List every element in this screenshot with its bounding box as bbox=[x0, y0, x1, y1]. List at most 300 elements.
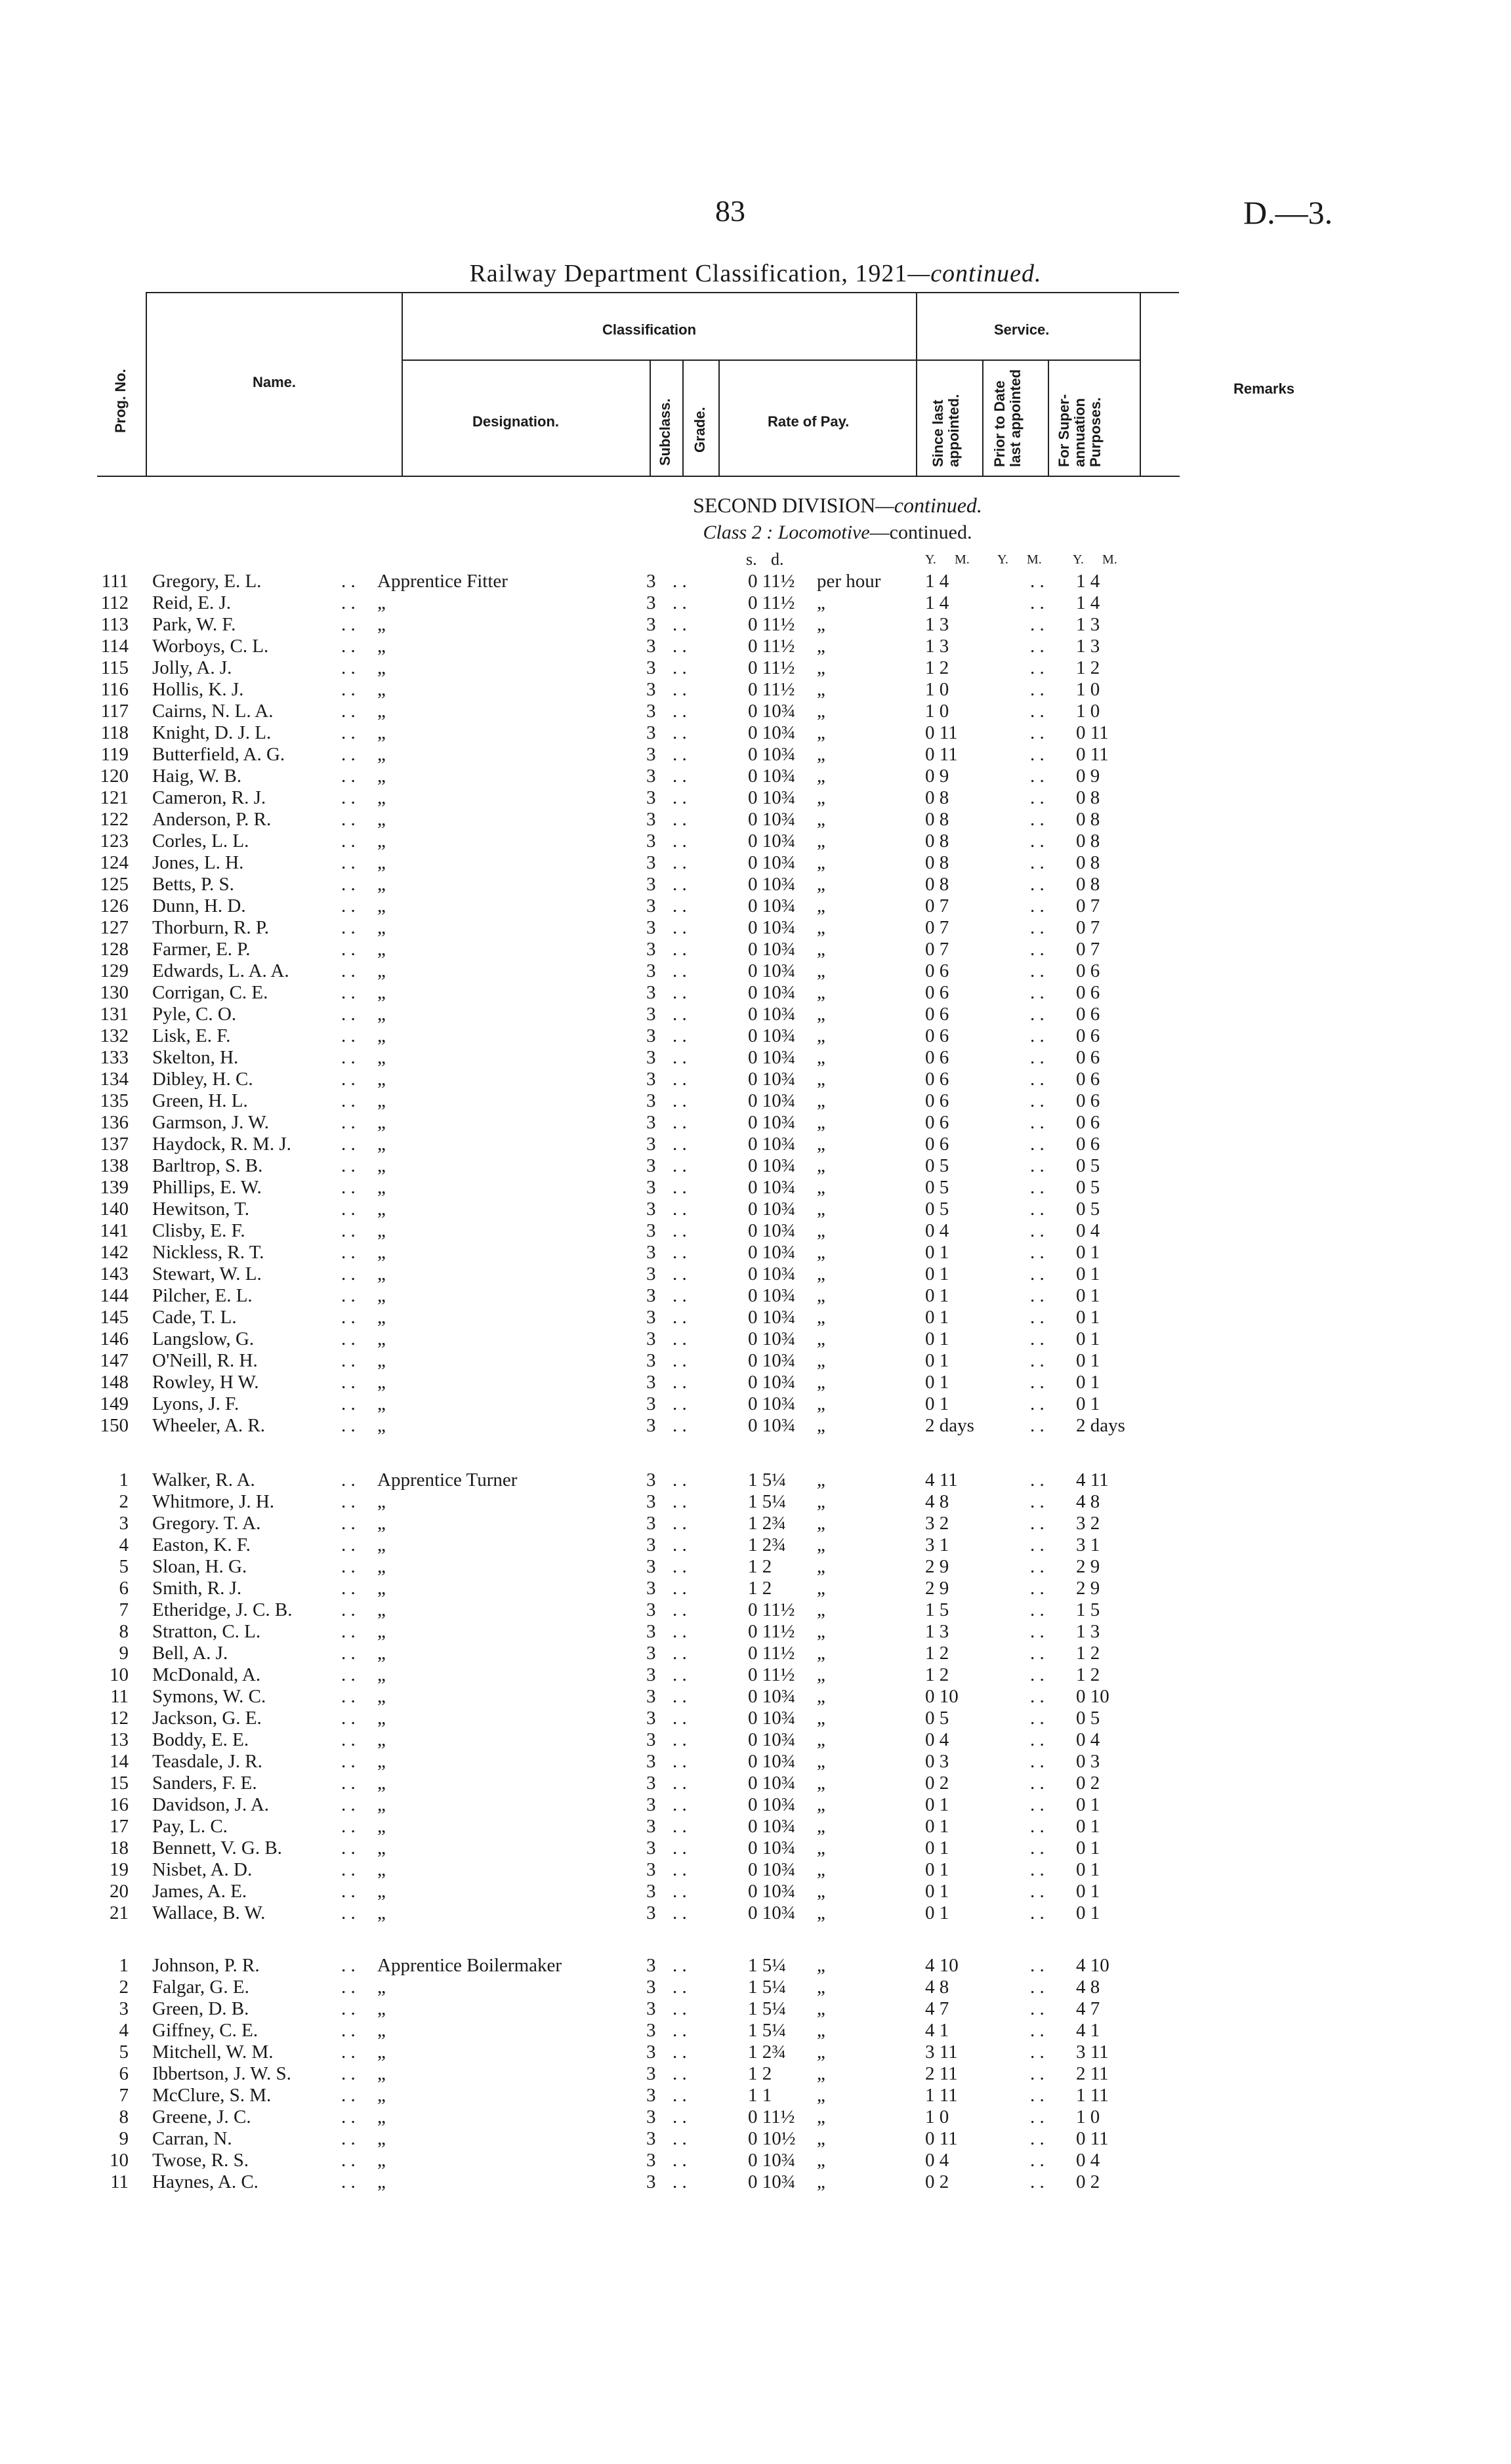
subclass: 3 bbox=[646, 1350, 656, 1371]
leader-dots: . . bbox=[1030, 1307, 1045, 1328]
subclass: 3 bbox=[646, 2150, 656, 2171]
prog-no: 16 bbox=[110, 1794, 129, 1815]
leader-dots: . . bbox=[673, 2128, 687, 2149]
leader-dots: . . bbox=[341, 1491, 356, 1512]
leader-dots: . . bbox=[673, 1199, 687, 1220]
rate-of-pay: 0 10¾ bbox=[748, 1729, 796, 1750]
designation: „ bbox=[377, 744, 386, 765]
prog-no: 135 bbox=[100, 1090, 129, 1111]
service-superannuation: 0 1 bbox=[1076, 1350, 1100, 1371]
rate-unit: „ bbox=[817, 1134, 825, 1155]
leader-dots: . . bbox=[341, 1112, 356, 1133]
leader-dots: . . bbox=[673, 1047, 687, 1068]
prog-no: 147 bbox=[100, 1350, 129, 1371]
leader-dots: . . bbox=[673, 1220, 687, 1241]
service-since-last: 0 11 bbox=[925, 2128, 958, 2149]
table-row bbox=[0, 571, 1511, 592]
subclass: 3 bbox=[646, 1513, 656, 1534]
table-row bbox=[0, 1004, 1511, 1025]
rate-unit: „ bbox=[817, 1729, 825, 1750]
designation: „ bbox=[377, 1069, 386, 1090]
service-since-last: 0 1 bbox=[925, 1902, 949, 1923]
designation: „ bbox=[377, 1881, 386, 1902]
rate-unit: „ bbox=[817, 960, 825, 981]
leader-dots: . . bbox=[673, 2150, 687, 2171]
designation: „ bbox=[377, 917, 386, 938]
service-superannuation: 0 8 bbox=[1076, 831, 1100, 852]
rate-of-pay: 0 11½ bbox=[748, 1599, 795, 1620]
table-row bbox=[0, 1415, 1511, 1437]
subclass: 3 bbox=[646, 1047, 656, 1068]
service-since-last: 1 0 bbox=[925, 701, 949, 722]
leader-dots: . . bbox=[1030, 571, 1045, 592]
designation: „ bbox=[377, 1556, 386, 1577]
service-superannuation: 1 0 bbox=[1076, 2106, 1100, 2127]
title-main: Railway Department Classification, 1921 bbox=[469, 260, 908, 287]
leader-dots: . . bbox=[341, 1708, 356, 1729]
prog-no: 21 bbox=[110, 1902, 129, 1923]
employee-name: Symons, W. C. bbox=[152, 1686, 266, 1707]
unit-years-prior: Y. bbox=[997, 552, 1008, 567]
service-superannuation: 0 6 bbox=[1076, 1004, 1100, 1025]
employee-name: Pay, L. C. bbox=[152, 1816, 228, 1837]
subclass: 3 bbox=[646, 1838, 656, 1858]
leader-dots: . . bbox=[673, 2106, 687, 2127]
leader-dots: . . bbox=[1030, 1643, 1045, 1664]
table-row bbox=[0, 831, 1511, 852]
designation: „ bbox=[377, 939, 386, 960]
service-superannuation: 0 2 bbox=[1076, 1773, 1100, 1794]
table-row bbox=[0, 636, 1511, 657]
prog-no: 9 bbox=[119, 2128, 129, 2149]
designation: „ bbox=[377, 1686, 386, 1707]
employee-name: Carran, N. bbox=[152, 2128, 232, 2149]
service-since-last: 1 2 bbox=[925, 1643, 949, 1664]
rate-of-pay: 0 10¾ bbox=[748, 1838, 796, 1858]
leader-dots: . . bbox=[1030, 895, 1045, 916]
rate-unit: „ bbox=[817, 679, 825, 700]
leader-dots: . . bbox=[1030, 1977, 1045, 1998]
table-row bbox=[0, 766, 1511, 787]
class-heading bbox=[0, 522, 1511, 544]
service-since-last: 2 11 bbox=[925, 2063, 958, 2084]
leader-dots: . . bbox=[673, 657, 687, 678]
table-row bbox=[0, 1112, 1511, 1134]
employee-name: Pyle, C. O. bbox=[152, 1004, 237, 1025]
service-since-last: 4 1 bbox=[925, 2020, 949, 2041]
leader-dots: . . bbox=[1030, 1491, 1045, 1512]
leader-dots: . . bbox=[1030, 939, 1045, 960]
leader-dots: . . bbox=[341, 1794, 356, 1815]
unit-pence: d. bbox=[771, 550, 784, 569]
leader-dots: . . bbox=[673, 1090, 687, 1111]
table-row bbox=[0, 1513, 1511, 1534]
service-superannuation: 0 7 bbox=[1076, 917, 1100, 938]
leader-dots: . . bbox=[341, 722, 356, 743]
subclass: 3 bbox=[646, 1977, 656, 1998]
service-superannuation: 1 2 bbox=[1076, 1664, 1100, 1685]
prog-no: 3 bbox=[119, 1513, 129, 1534]
service-since-last: 0 4 bbox=[925, 1729, 949, 1750]
leader-dots: . . bbox=[1030, 614, 1045, 635]
designation: „ bbox=[377, 1004, 386, 1025]
rate-of-pay: 0 10¾ bbox=[748, 1285, 796, 1306]
employee-name: Lisk, E. F. bbox=[152, 1025, 231, 1046]
table-row bbox=[0, 1643, 1511, 1664]
employee-name: McClure, S. M. bbox=[152, 2085, 272, 2106]
prog-no: 18 bbox=[110, 1838, 129, 1858]
rate-unit: „ bbox=[817, 744, 825, 765]
designation: „ bbox=[377, 874, 386, 895]
service-since-last: 1 4 bbox=[925, 571, 949, 592]
leader-dots: . . bbox=[1030, 2171, 1045, 2192]
leader-dots: . . bbox=[673, 1686, 687, 1707]
leader-dots: . . bbox=[341, 1998, 356, 2019]
designation: „ bbox=[377, 2171, 386, 2192]
rate-unit: „ bbox=[817, 1816, 825, 1837]
service-since-last: 0 8 bbox=[925, 809, 949, 830]
service-superannuation: 0 1 bbox=[1076, 1328, 1100, 1349]
service-since-last: 0 5 bbox=[925, 1155, 949, 1176]
table-row bbox=[0, 1578, 1511, 1599]
leader-dots: . . bbox=[341, 1047, 356, 1068]
rate-unit: „ bbox=[817, 1977, 825, 1998]
leader-dots: . . bbox=[341, 1838, 356, 1858]
leader-dots: . . bbox=[673, 960, 687, 981]
prog-no: 11 bbox=[110, 2171, 129, 2192]
rate-unit: „ bbox=[817, 852, 825, 873]
leader-dots: . . bbox=[1030, 1155, 1045, 1176]
leader-dots: . . bbox=[1030, 1751, 1045, 1772]
rate-of-pay: 0 10¾ bbox=[748, 1816, 796, 1837]
header-grade: Grade. bbox=[692, 407, 708, 453]
rate-of-pay: 0 10¾ bbox=[748, 1047, 796, 1068]
subclass: 3 bbox=[646, 2020, 656, 2041]
rate-of-pay: 0 11½ bbox=[748, 614, 795, 635]
leader-dots: . . bbox=[673, 1372, 687, 1393]
employee-name: Haydock, R. M. J. bbox=[152, 1134, 291, 1155]
service-superannuation: 0 8 bbox=[1076, 809, 1100, 830]
leader-dots: . . bbox=[341, 766, 356, 787]
employee-name: Haynes, A. C. bbox=[152, 2171, 259, 2192]
service-since-last: 0 10 bbox=[925, 1686, 959, 1707]
leader-dots: . . bbox=[673, 2042, 687, 2063]
service-since-last: 4 11 bbox=[925, 1469, 958, 1490]
rate-unit: „ bbox=[817, 614, 825, 635]
service-since-last: 0 6 bbox=[925, 1090, 949, 1111]
leader-dots: . . bbox=[1030, 1513, 1045, 1534]
leader-dots: . . bbox=[673, 766, 687, 787]
leader-dots: . . bbox=[1030, 1004, 1045, 1025]
leader-dots: . . bbox=[341, 614, 356, 635]
service-since-last: 0 1 bbox=[925, 1307, 949, 1328]
leader-dots: . . bbox=[341, 1393, 356, 1414]
leader-dots: . . bbox=[341, 1686, 356, 1707]
leader-dots: . . bbox=[1030, 1773, 1045, 1794]
rate-unit: „ bbox=[817, 1955, 825, 1976]
leader-dots: . . bbox=[673, 1134, 687, 1155]
leader-dots: . . bbox=[673, 1955, 687, 1976]
leader-dots: . . bbox=[341, 1859, 356, 1880]
subclass: 3 bbox=[646, 1578, 656, 1599]
employee-name: Clisby, E. F. bbox=[152, 1220, 245, 1241]
service-since-last: 4 10 bbox=[925, 1955, 959, 1976]
prog-no: 19 bbox=[110, 1859, 129, 1880]
service-since-last: 0 1 bbox=[925, 1859, 949, 1880]
service-since-last: 3 11 bbox=[925, 2042, 958, 2063]
leader-dots: . . bbox=[673, 982, 687, 1003]
leader-dots: . . bbox=[1030, 917, 1045, 938]
rate-of-pay: 0 10¾ bbox=[748, 1773, 796, 1794]
prog-no: 6 bbox=[119, 2063, 129, 2084]
leader-dots: . . bbox=[1030, 787, 1045, 808]
rate-of-pay: 0 10¾ bbox=[748, 1415, 796, 1436]
rate-of-pay: 0 10¾ bbox=[748, 701, 796, 722]
rate-unit: „ bbox=[817, 1534, 825, 1555]
table-row bbox=[0, 1773, 1511, 1794]
table-row bbox=[0, 1881, 1511, 1902]
title-suffix: —continued. bbox=[907, 260, 1042, 287]
rate-of-pay: 0 10¾ bbox=[748, 1881, 796, 1902]
unit-months-super: M. bbox=[1102, 552, 1117, 567]
table-row bbox=[0, 1621, 1511, 1643]
service-superannuation: 0 1 bbox=[1076, 1859, 1100, 1880]
leader-dots: . . bbox=[673, 1621, 687, 1642]
service-superannuation: 1 4 bbox=[1076, 571, 1100, 592]
subclass: 3 bbox=[646, 679, 656, 700]
employee-name: James, A. E. bbox=[152, 1881, 247, 1902]
service-superannuation: 3 1 bbox=[1076, 1534, 1100, 1555]
table-row bbox=[0, 960, 1511, 982]
table-row bbox=[0, 2171, 1511, 2193]
table-row bbox=[0, 787, 1511, 809]
rate-of-pay: 0 10¾ bbox=[748, 809, 796, 830]
leader-dots: . . bbox=[341, 1263, 356, 1284]
employee-name: Gregory, E. L. bbox=[152, 571, 262, 592]
leader-dots: . . bbox=[1030, 960, 1045, 981]
designation: „ bbox=[377, 960, 386, 981]
prog-no: 148 bbox=[100, 1372, 129, 1393]
rate-of-pay: 1 2¾ bbox=[748, 2042, 786, 2063]
prog-no: 115 bbox=[100, 657, 129, 678]
subclass: 3 bbox=[646, 1393, 656, 1414]
prog-no: 8 bbox=[119, 2106, 129, 2127]
prog-no: 121 bbox=[100, 787, 129, 808]
rate-unit: „ bbox=[817, 1025, 825, 1046]
service-superannuation: 1 5 bbox=[1076, 1599, 1100, 1620]
leader-dots: . . bbox=[1030, 2042, 1045, 2063]
prog-no: 128 bbox=[100, 939, 129, 960]
rate-unit: „ bbox=[817, 1621, 825, 1642]
service-superannuation: 0 6 bbox=[1076, 1069, 1100, 1090]
prog-no: 138 bbox=[100, 1155, 129, 1176]
rate-of-pay: 1 1 bbox=[748, 2085, 772, 2106]
rate-of-pay: 0 10¾ bbox=[748, 874, 796, 895]
leader-dots: . . bbox=[673, 2063, 687, 2084]
service-superannuation: 0 6 bbox=[1076, 1025, 1100, 1046]
leader-dots: . . bbox=[673, 1643, 687, 1664]
table-row bbox=[0, 1599, 1511, 1621]
rate-of-pay: 0 10¾ bbox=[748, 1134, 796, 1155]
rate-unit: „ bbox=[817, 2085, 825, 2106]
subclass: 3 bbox=[646, 1285, 656, 1306]
service-since-last: 1 4 bbox=[925, 592, 949, 613]
service-superannuation: 0 5 bbox=[1076, 1199, 1100, 1220]
service-since-last: 3 2 bbox=[925, 1513, 949, 1534]
leader-dots: . . bbox=[673, 1328, 687, 1349]
rate-unit: „ bbox=[817, 1307, 825, 1328]
subclass: 3 bbox=[646, 1729, 656, 1750]
leader-dots: . . bbox=[341, 1556, 356, 1577]
subclass: 3 bbox=[646, 2042, 656, 2063]
leader-dots: . . bbox=[1030, 1285, 1045, 1306]
table-row bbox=[0, 1372, 1511, 1393]
employee-name: Twose, R. S. bbox=[152, 2150, 249, 2171]
leader-dots: . . bbox=[673, 2020, 687, 2041]
table-row bbox=[0, 1859, 1511, 1881]
leader-dots: . . bbox=[341, 809, 356, 830]
table-row bbox=[0, 1838, 1511, 1859]
employee-name: Etheridge, J. C. B. bbox=[152, 1599, 293, 1620]
rate-unit: „ bbox=[817, 1004, 825, 1025]
rate-unit: „ bbox=[817, 636, 825, 657]
designation: „ bbox=[377, 1578, 386, 1599]
leader-dots: . . bbox=[1030, 1263, 1045, 1284]
subclass: 3 bbox=[646, 1773, 656, 1794]
rate-of-pay: 1 2¾ bbox=[748, 1513, 786, 1534]
service-superannuation: 0 8 bbox=[1076, 874, 1100, 895]
rate-unit: „ bbox=[817, 1263, 825, 1284]
subclass: 3 bbox=[646, 2171, 656, 2192]
service-superannuation: 1 0 bbox=[1076, 701, 1100, 722]
header-name: Name. bbox=[253, 374, 297, 390]
designation: „ bbox=[377, 701, 386, 722]
leader-dots: . . bbox=[1030, 1881, 1045, 1902]
service-superannuation: 0 1 bbox=[1076, 1372, 1100, 1393]
rate-of-pay: 0 10¾ bbox=[748, 1112, 796, 1133]
service-superannuation: 0 9 bbox=[1076, 766, 1100, 787]
rate-unit: „ bbox=[817, 1112, 825, 1133]
employee-name: Haig, W. B. bbox=[152, 766, 242, 787]
leader-dots: . . bbox=[673, 1393, 687, 1414]
rate-of-pay: 0 10¾ bbox=[748, 982, 796, 1003]
table-row bbox=[0, 1998, 1511, 2020]
class-suffix: —continued. bbox=[869, 522, 972, 543]
employee-name: Ibbertson, J. W. S. bbox=[152, 2063, 291, 2084]
service-since-last: 0 8 bbox=[925, 831, 949, 852]
table-row bbox=[0, 1285, 1511, 1307]
service-since-last: 0 4 bbox=[925, 2150, 949, 2171]
rate-of-pay: 1 5¼ bbox=[748, 2020, 786, 2041]
prog-no: 13 bbox=[110, 1729, 129, 1750]
rate-unit: „ bbox=[817, 1328, 825, 1349]
table-row bbox=[0, 1902, 1511, 1924]
subclass: 3 bbox=[646, 592, 656, 613]
rate-of-pay: 0 11½ bbox=[748, 1664, 795, 1685]
service-since-last: 0 1 bbox=[925, 1242, 949, 1263]
leader-dots: . . bbox=[673, 722, 687, 743]
leader-dots: . . bbox=[341, 895, 356, 916]
leader-dots: . . bbox=[1030, 679, 1045, 700]
prog-no: 123 bbox=[100, 831, 129, 852]
service-since-last: 1 11 bbox=[925, 2085, 958, 2106]
service-superannuation: 0 5 bbox=[1076, 1155, 1100, 1176]
rate-of-pay: 0 10¾ bbox=[748, 1025, 796, 1046]
subclass: 3 bbox=[646, 614, 656, 635]
leader-dots: . . bbox=[673, 701, 687, 722]
rate-of-pay: 0 10¾ bbox=[748, 831, 796, 852]
employee-name: Butterfield, A. G. bbox=[152, 744, 285, 765]
leader-dots: . . bbox=[673, 1415, 687, 1436]
designation: „ bbox=[377, 1263, 386, 1284]
prog-no: 127 bbox=[100, 917, 129, 938]
table-row bbox=[0, 592, 1511, 614]
subclass: 3 bbox=[646, 2063, 656, 2084]
employee-name: Greene, J. C. bbox=[152, 2106, 251, 2127]
prog-no: 20 bbox=[110, 1881, 129, 1902]
rate-of-pay: 0 10¾ bbox=[748, 1155, 796, 1176]
subclass: 3 bbox=[646, 1686, 656, 1707]
rate-of-pay: 0 11½ bbox=[748, 1621, 795, 1642]
header-for-super: For Super-annuation Purposes. bbox=[1056, 394, 1104, 467]
subclass: 3 bbox=[646, 1902, 656, 1923]
service-superannuation: 0 8 bbox=[1076, 787, 1100, 808]
employee-name: McDonald, A. bbox=[152, 1664, 261, 1685]
employee-name: Johnson, P. R. bbox=[152, 1955, 260, 1976]
employee-name: Pilcher, E. L. bbox=[152, 1285, 253, 1306]
designation: „ bbox=[377, 1350, 386, 1371]
table-row bbox=[0, 1556, 1511, 1578]
leader-dots: . . bbox=[673, 571, 687, 592]
leader-dots: . . bbox=[673, 744, 687, 765]
rate-of-pay: 1 2 bbox=[748, 1578, 772, 1599]
header-remarks: Remarks bbox=[1233, 380, 1294, 397]
page-code: D.—3. bbox=[1243, 194, 1333, 231]
leader-dots: . . bbox=[341, 982, 356, 1003]
leader-dots: . . bbox=[673, 895, 687, 916]
employee-name: Barltrop, S. B. bbox=[152, 1155, 263, 1176]
service-superannuation: 0 1 bbox=[1076, 1816, 1100, 1837]
subclass: 3 bbox=[646, 1534, 656, 1555]
service-since-last: 0 1 bbox=[925, 1838, 949, 1858]
leader-dots: . . bbox=[341, 1469, 356, 1490]
subclass: 3 bbox=[646, 722, 656, 743]
header-divider bbox=[1048, 359, 1049, 477]
service-since-last: 2 days bbox=[925, 1415, 974, 1436]
header-subclass: Subclass. bbox=[657, 398, 673, 466]
employee-name: Smith, R. J. bbox=[152, 1578, 242, 1599]
rate-of-pay: 0 10¾ bbox=[748, 744, 796, 765]
service-superannuation: 0 11 bbox=[1076, 2128, 1109, 2149]
service-since-last: 0 5 bbox=[925, 1708, 949, 1729]
rate-of-pay: 0 10¾ bbox=[748, 1686, 796, 1707]
service-superannuation: 0 6 bbox=[1076, 982, 1100, 1003]
service-since-last: 0 5 bbox=[925, 1177, 949, 1198]
table-row bbox=[0, 895, 1511, 917]
service-since-last: 0 8 bbox=[925, 874, 949, 895]
service-superannuation: 0 10 bbox=[1076, 1686, 1109, 1707]
division-suffix: —continued. bbox=[875, 493, 982, 517]
leader-dots: . . bbox=[673, 1881, 687, 1902]
rate-of-pay: 0 10¾ bbox=[748, 1708, 796, 1729]
designation: „ bbox=[377, 809, 386, 830]
service-superannuation: 0 6 bbox=[1076, 1090, 1100, 1111]
designation: „ bbox=[377, 1220, 386, 1241]
service-since-last: 0 7 bbox=[925, 917, 949, 938]
rate-unit: „ bbox=[817, 1047, 825, 1068]
leader-dots: . . bbox=[1030, 1047, 1045, 1068]
subclass: 3 bbox=[646, 831, 656, 852]
